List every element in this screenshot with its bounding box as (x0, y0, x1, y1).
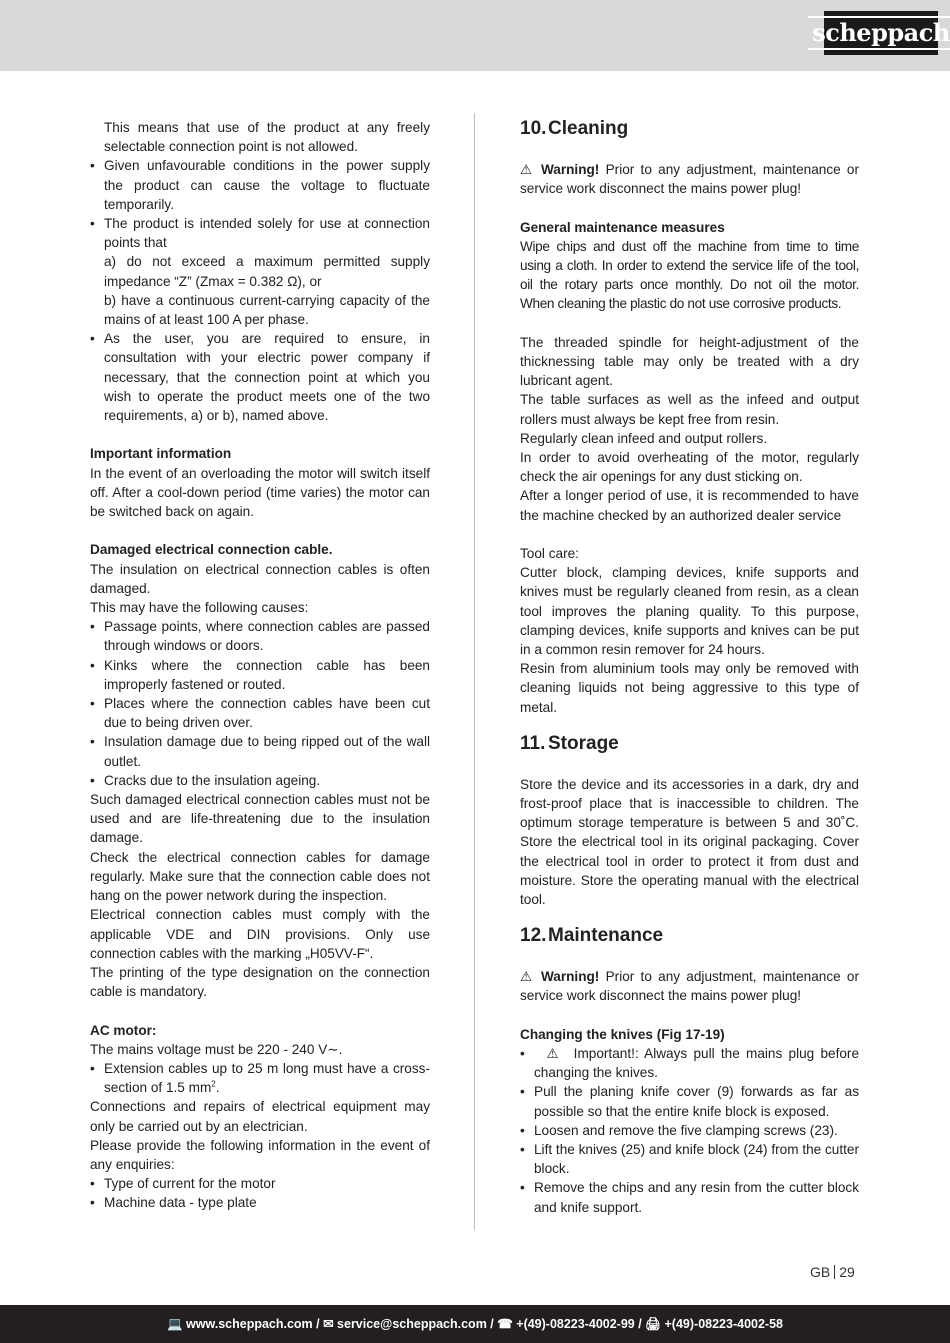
warning-label: Warning! (540, 969, 600, 985)
cleaning-heading (520, 118, 859, 140)
warning-text: Prior to any adjustment, maintenance or service work disconnect the mains power plug! (520, 162, 860, 197)
ac-voltage: The mains voltage must be 220 - 240 V∼. (90, 1041, 343, 1057)
storage-text: Store the device and its accessories in a dark, dry and frost-proof place that is inaccessible to children. The optimum storage temperature is between 5 and 30˚C. Store the electrical tool in its original packaging. Cover the electrical tool in order to protect it from dust and moisture. Store the operating manual with the electrical tool. (520, 776, 859, 908)
scheppach-logo (812, 11, 950, 55)
condition-b: b) have a continuous current-carrying capacity of the mains of at least 100 A per phase. (104, 292, 430, 328)
storage-title: Storage (548, 732, 619, 754)
list-item (90, 1059, 430, 1097)
ac-paragraph: Connections and repairs of electrical equipment may only be carried out by an electrician. (90, 1099, 430, 1134)
list-item: • As the user, you are required to ensure, in consultation with your electric power company if necessary, that the connection point at which you wish to operate the product meets one of the two requirements, a) or b), named above. (90, 329, 430, 425)
logo-text: scheppach (808, 16, 950, 50)
knives-heading: Changing the knives (Fig 17-19) (520, 1026, 725, 1042)
tool-care-heading: Tool care: (520, 546, 579, 562)
ac-ext-end: . (215, 1080, 220, 1096)
condition-a: a) do not exceed a maximum permitted supply impedance “Z” (Zmax = 0.382 Ω), or (104, 254, 430, 289)
tool-care-paragraph: Resin from aluminium tools may only be removed with cleaning liquids not being aggressive to this type of metal. (520, 661, 859, 715)
list-item: • Places where the connection cables have been cut due to being driven over. (90, 694, 430, 732)
cleaning-title: Cleaning (548, 118, 629, 139)
warning-icon: ⚠ (520, 969, 535, 985)
warning-label: Warning! (540, 162, 600, 177)
list-item: • Insulation damage due to being ripped out of the wall outlet. (90, 732, 430, 770)
important-text: Important!: Always pull the mains plug before changing the knives. (534, 1046, 860, 1081)
list-item: • Type of current for the motor (90, 1174, 430, 1193)
maintenance-title: Maintenance (548, 925, 664, 947)
column-divider (474, 113, 475, 1230)
maintenance-warning (520, 967, 859, 1005)
page-lang: GB (810, 1264, 831, 1280)
cleaning-paragraph: The threaded spindle for height-adjustment of the thicknessing table may only be treated with a dry lubricant agent. (520, 334, 859, 389)
list-item: • Remove the chips and any resin from the cutter block and knife support. (520, 1178, 859, 1216)
list-item: • Passage points, where connection cables are passed through windows or doors. (90, 617, 430, 655)
cable-heading: Damaged electrical connection cable. (90, 542, 333, 558)
list-item: • Loosen and remove the five clamping screws (23). (520, 1121, 859, 1140)
important-text: In the event of an overloading the motor will switch itself off. After a cool-down period (time varies) the motor can be switched back on again. (90, 465, 430, 520)
measures-text: Wipe chips and dust off the machine from time to time using a cloth. In order to extend the service life of the tool, oil the rotary parts once monthly. Do not oil the motor. When cleaning the plastic do not use corrosive products. (520, 238, 859, 312)
cleaning-paragraph: The table surfaces as well as the infeed and output rollers must always be kept free from resin. (520, 392, 859, 427)
page-footer (0, 1305, 950, 1343)
list-item: • Machine data - type plate (90, 1193, 430, 1212)
list-item: • Given unfavourable conditions in the power supply the product can cause the voltage to fluctuate temporarily. (90, 156, 430, 214)
list-item (520, 1044, 859, 1082)
maintenance-heading (520, 925, 859, 947)
cable-intro: The insulation on electrical connection cables is often damaged. (90, 561, 430, 596)
storage-heading (520, 733, 859, 755)
warning-text: Prior to any adjustment, maintenance or service work disconnect the mains power plug! (520, 969, 860, 1004)
warning-icon: ⚠ (546, 1046, 562, 1062)
measures-heading: General maintenance measures (520, 219, 725, 235)
page-header (0, 0, 950, 71)
important-heading: Important information (90, 446, 232, 462)
cable-causes-intro: This may have the following causes: (90, 600, 309, 616)
ac-ext-text: Extension cables up to 25 m long must have a cross-section of 1.5 mm (104, 1060, 430, 1096)
page-num: 29 (839, 1264, 855, 1280)
cleaning-warning (520, 160, 859, 198)
ac-heading: AC motor: (90, 1022, 157, 1038)
footer-contact: 💻 www.scheppach.com / ✉ service@scheppach.com / ☎ +(49)-08223-4002-99 / 🖨 +(49)-08223-4002-58 (166, 1317, 783, 1331)
right-column (520, 118, 859, 1217)
cable-paragraph: Electrical connection cables must comply with the applicable VDE and DIN provisions. Only use connection cables with the marking „H05VV-F“. (90, 907, 430, 961)
cleaning-paragraph: Regularly clean infeed and output rollers. (520, 430, 768, 446)
cable-paragraph: The printing of the type designation on the connection cable is mandatory. (90, 964, 430, 1000)
intro-continuation: This means that use of the product at any freely selectable connection point is not allowed. (104, 120, 430, 155)
list-item: • Lift the knives (25) and knife block (24) from the cutter block. (520, 1140, 859, 1178)
left-column (90, 118, 430, 1213)
storage-number: 11. (520, 732, 546, 754)
cleaning-paragraph: In order to avoid overheating of the motor, regularly check the air openings for any dust sticking on. (520, 450, 859, 485)
cleaning-paragraph: After a longer period of use, it is recommended to have the machine checked by an authorized dealer service (520, 488, 859, 523)
list-item: • Cracks due to the insulation ageing. (90, 771, 430, 790)
cable-paragraph: Check the electrical connection cables for damage regularly. Make sure that the connection cable does not hang on the power network during the inspection. (90, 849, 430, 904)
list-item: • Pull the planing knife cover (9) forwards as far as possible so that the entire knife block is exposed. (520, 1082, 859, 1120)
list-item: • Kinks where the connection cable has been improperly fastened or routed. (90, 656, 430, 694)
maintenance-number: 12. (520, 925, 547, 947)
page-number (810, 1264, 855, 1280)
cleaning-number: 10. (520, 118, 547, 139)
ac-paragraph: Please provide the following information in the event of any enquiries: (90, 1137, 430, 1172)
warning-icon: ⚠ (520, 162, 535, 177)
ac-ext-sup: 2 (211, 1079, 216, 1089)
cable-paragraph: Such damaged electrical connection cables must not be used and are life-threatening due to the insulation damage. (90, 792, 430, 846)
list-item: • The product is intended solely for use at connection points that (90, 214, 430, 252)
tool-care-paragraph: Cutter block, clamping devices, knife supports and knives must be regularly cleaned from resin, as a clean tool improves the planing quality. To this purpose, clamping devices, knife supports and knives can be put in a common resin remover for 24 hours. (520, 565, 859, 658)
